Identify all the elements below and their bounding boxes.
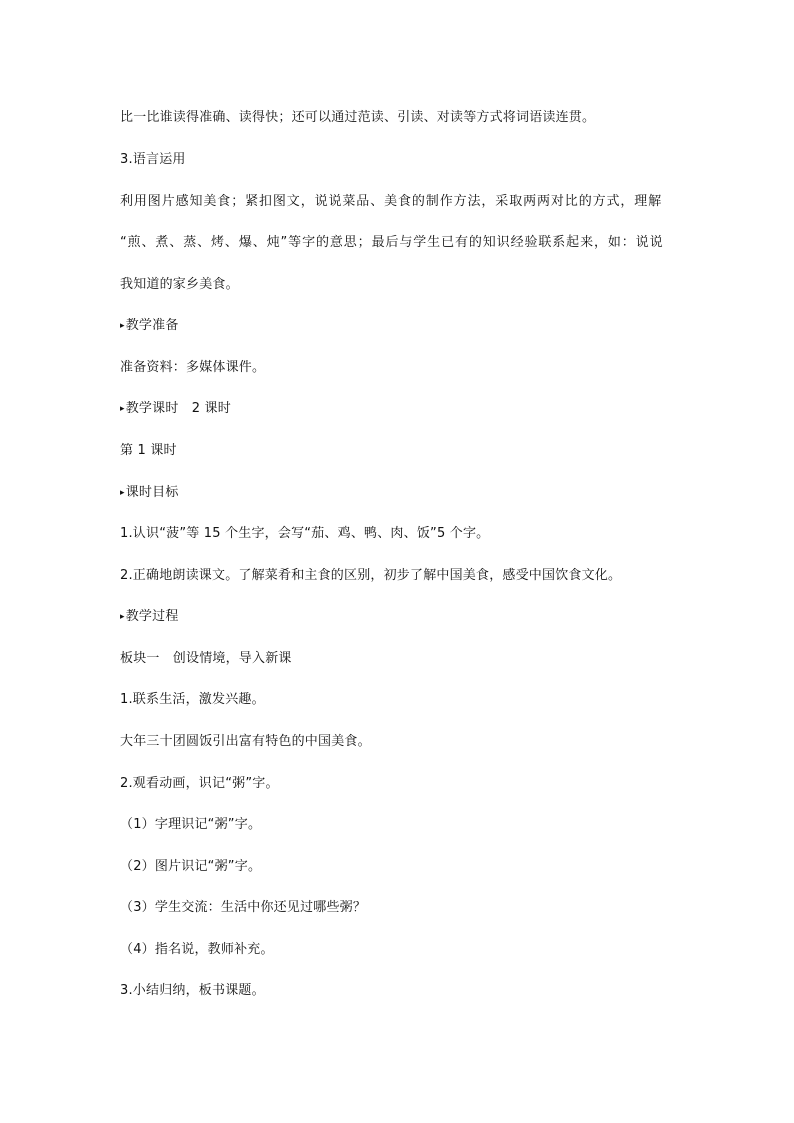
paragraph-reading-methods: 比一比谁读得准确、读得快；还可以通过范读、引读、对读等方式将词语读连贯。 <box>120 110 596 125</box>
paragraph-language-use-line-2: “煎、煮、蒸、烤、爆、炖”等字的意思；最后与学生已有的知识经验联系起来，如：说说 <box>120 235 664 250</box>
goal-item-2: 2.正确地朗读课文。了解菜肴和主食的区别，初步了解中国美食，感受中国饮食文化。 <box>120 568 622 583</box>
triangle-bullet-icon: ▸ <box>120 612 125 622</box>
section-label: 教学过程 <box>125 609 179 624</box>
process-substep-2: （2）图片识记“粥”字。 <box>120 859 262 874</box>
section-label: 教学准备 <box>125 318 179 333</box>
process-step-2: 2.观看动画，识记“粥”字。 <box>120 776 279 791</box>
section-teaching-process <box>120 609 700 625</box>
process-substep-3: （3）学生交流：生活中你还见过哪些粥？ <box>120 900 367 915</box>
heading-first-period: 第 1 课时 <box>120 443 177 458</box>
section-teaching-periods <box>120 401 700 417</box>
section-teaching-preparation <box>120 318 700 334</box>
heading-language-use: 3.语言运用 <box>120 152 186 167</box>
paragraph-language-use-line-1: 利用图片感知美食；紧扣图文，说说菜品、美食的制作方法，采取两两对比的方式，理解 <box>120 194 663 209</box>
paragraph-language-use-line-3: 我知道的家乡美食。 <box>120 277 239 292</box>
triangle-bullet-icon: ▸ <box>120 321 125 331</box>
goal-item-1: 1.认识“菠”等 15 个生字，会写“茄、鸡、鸭、肉、饭”5 个字。 <box>120 526 490 541</box>
section-label: 课时目标 <box>125 485 179 500</box>
triangle-bullet-icon: ▸ <box>120 404 125 414</box>
process-step-1-detail: 大年三十团圆饭引出富有特色的中国美食。 <box>120 734 371 749</box>
process-step-3: 3.小结归纳，板书课题。 <box>120 983 265 998</box>
triangle-bullet-icon: ▸ <box>120 488 125 498</box>
section-label: 教学课时 2 课时 <box>125 401 231 416</box>
section-period-goals <box>120 485 700 501</box>
process-step-1: 1.联系生活，激发兴趣。 <box>120 692 265 707</box>
heading-block-one: 板块一 创设情境，导入新课 <box>120 651 292 666</box>
process-substep-4: （4）指名说，教师补充。 <box>120 942 274 957</box>
paragraph-preparation-materials: 准备资料：多媒体课件。 <box>120 360 266 375</box>
process-substep-1: （1）字理识记“粥”字。 <box>120 817 262 832</box>
